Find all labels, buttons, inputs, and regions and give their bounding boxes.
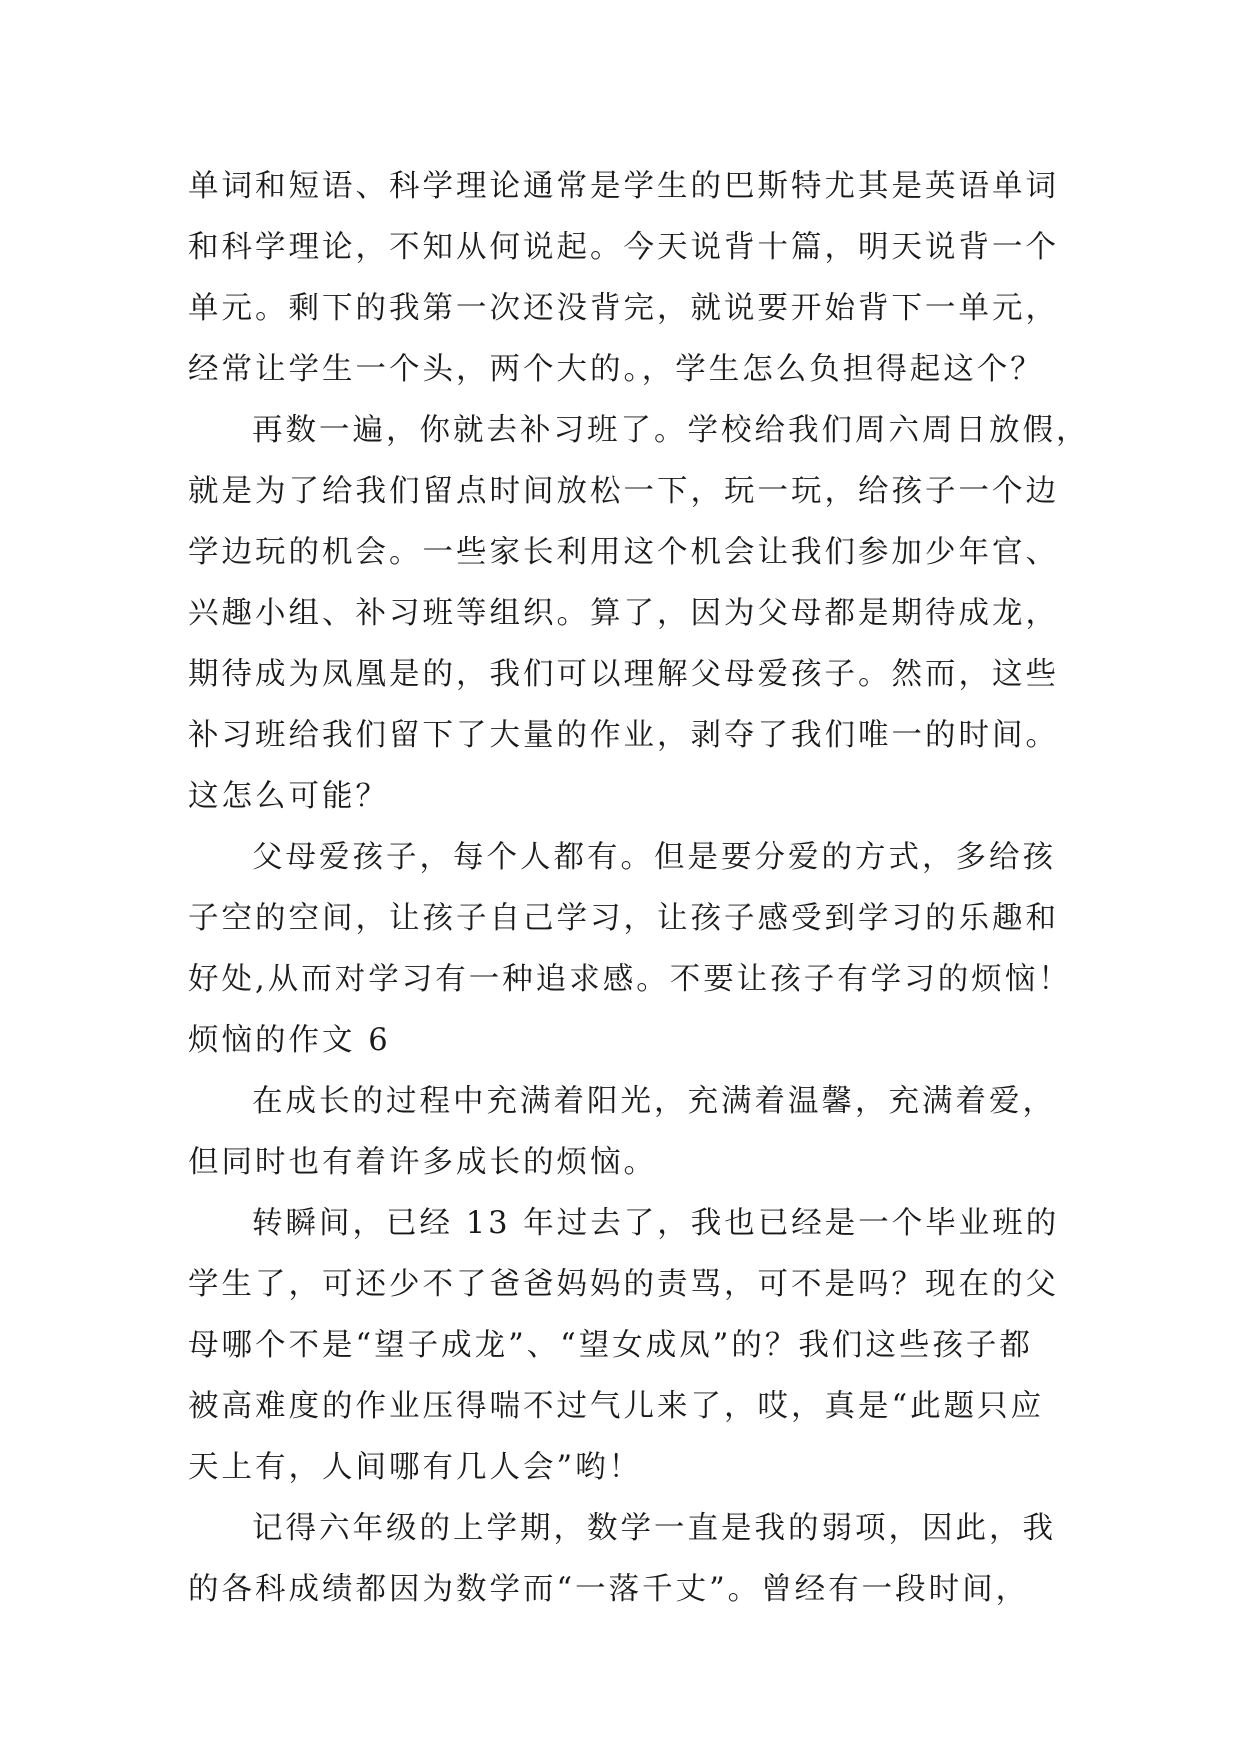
paragraph-start-line: 在成长的过程中充满着阳光，充满着温馨，充满着爱， — [252, 1084, 1056, 1119]
section-heading: 烦恼的作文 6 — [188, 1023, 391, 1058]
text-line: 但同时也有着许多成长的烦恼。 — [188, 1145, 657, 1180]
text-line: 单词和短语、科学理论通常是学生的巴斯特尤其是英语单词 — [188, 169, 1059, 204]
text-line: 天上有，人间哪有几人会”哟！ — [188, 1450, 643, 1485]
text-line: 学边玩的机会。一些家长利用这个机会让我们参加少年官、 — [188, 535, 1059, 570]
text-line: 经常让学生一个头，两个大的。，学生怎么负担得起这个？ — [188, 352, 1044, 387]
text-line: 这怎么可能？ — [188, 779, 389, 814]
text-line: 和科学理论，不知从何说起。今天说背十篇，明天说背一个 — [188, 230, 1059, 265]
text-line: 子空的空间，让孩子自己学习，让孩子感受到学习的乐趣和 — [188, 901, 1059, 936]
text-line: 学生了，可还少不了爸爸妈妈的责骂，可不是吗？现在的父 — [188, 1267, 1059, 1302]
text-line: 的各科成绩都因为数学而“一落千丈”。曾经有一段时间， — [188, 1572, 1030, 1607]
text-line: 就是为了给我们留点时间放松一下，玩一玩，给孩子一个边 — [188, 474, 1059, 509]
body-text — [188, 156, 1090, 1620]
paragraph-start-line: 记得六年级的上学期，数学一直是我的弱项，因此，我 — [252, 1511, 1056, 1546]
paragraph-start-line: 父母爱孩子，每个人都有。但是要分爱的方式，多给孩 — [252, 840, 1056, 875]
text-line: 补习班给我们留下了大量的作业，剥夺了我们唯一的时间。 — [188, 718, 1059, 753]
text-line: 母哪个不是“望子成龙”、“望女成凤”的？我们这些孩子都 — [188, 1328, 1033, 1363]
text-line: 被高难度的作业压得喘不过气儿来了，哎，真是“此题只应 — [188, 1389, 1045, 1424]
paragraph-start-line: 再数一遍，你就去补习班了。学校给我们周六周日放假， — [252, 413, 1090, 448]
text-line: 单元。剩下的我第一次还没背完，就说要开始背下一单元， — [188, 291, 1059, 326]
text-line: 好处,从而对学习有一种追求感。不要让孩子有学习的烦恼！ — [188, 962, 1072, 997]
text-line: 期待成为凤凰是的，我们可以理解父母爱孩子。然而，这些 — [188, 657, 1059, 692]
text-line: 兴趣小组、补习班等组织。算了，因为父母都是期待成龙， — [188, 596, 1059, 631]
paragraph-start-line: 转瞬间，已经 13 年过去了，我也已经是一个毕业班的 — [252, 1206, 1060, 1241]
